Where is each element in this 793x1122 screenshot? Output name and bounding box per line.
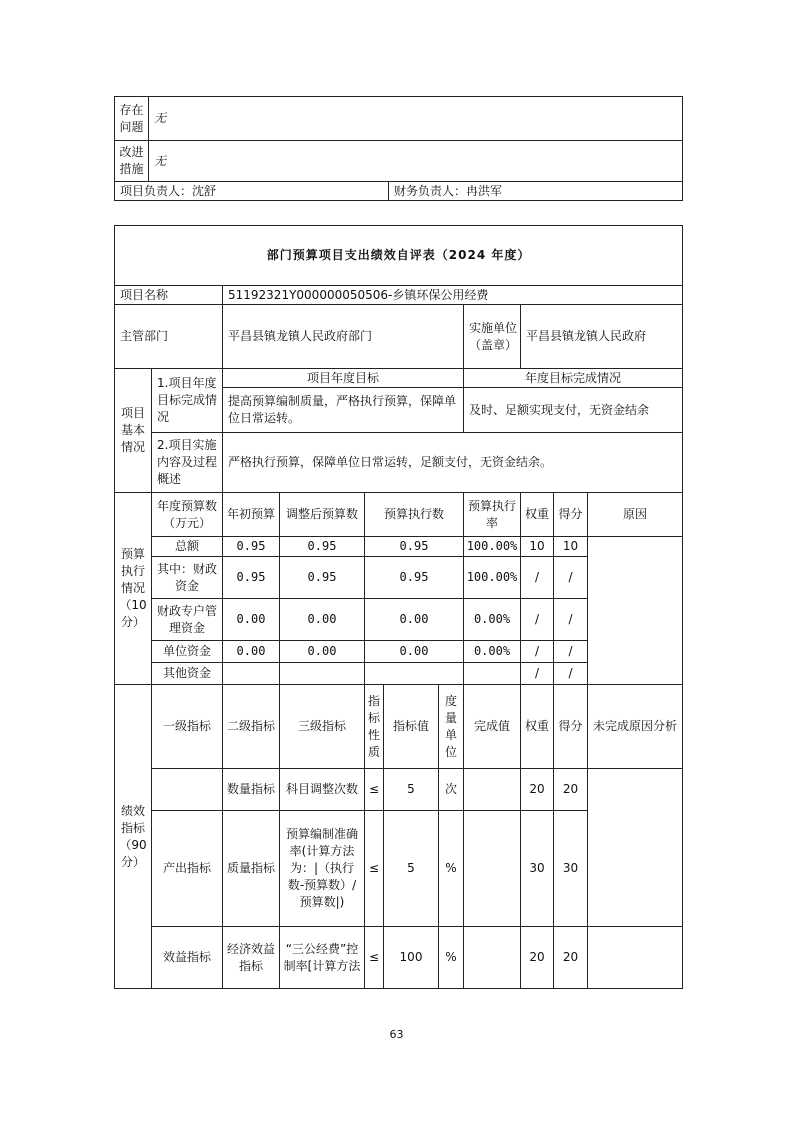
budget-row-score: / (554, 641, 588, 663)
budget-row-weight: / (521, 641, 554, 663)
budget-row-initial: 0.00 (223, 599, 280, 641)
finance-lead: 财务负责人：冉洪军 (389, 182, 683, 201)
budget-row-score: / (554, 557, 588, 599)
perf-header-reason: 未完成原因分析 (588, 685, 683, 769)
perf-row-level2: 数量指标 (223, 769, 280, 811)
perf-row-score: 20 (554, 927, 588, 989)
budget-row (115, 537, 683, 557)
budget-row-executed: 0.00 (365, 599, 464, 641)
budget-row-initial: 0.00 (223, 641, 280, 663)
budget-row-initial (223, 663, 280, 685)
dept-label: 主管部门 (115, 305, 223, 369)
perf-header-unit: 度量单位 (439, 685, 464, 769)
perf-row-nature: ≤ (365, 927, 384, 989)
perf-row-weight: 30 (521, 811, 554, 927)
budget-row-rate (464, 663, 521, 685)
goal-label: 1.项目年度目标完成情况 (152, 369, 223, 433)
perf-row-target: 100 (384, 927, 439, 989)
perf-header-score: 得分 (554, 685, 588, 769)
budget-row-executed (365, 663, 464, 685)
perf-reason-cell (588, 769, 683, 927)
perf-row-level2: 质量指标 (223, 811, 280, 927)
budget-row-executed: 0.95 (365, 537, 464, 557)
budget-row-rate: 100.00% (464, 537, 521, 557)
budget-row-weight: 10 (521, 537, 554, 557)
budget-row-rate: 0.00% (464, 599, 521, 641)
perf-row (115, 927, 683, 989)
budget-row-adjusted: 0.95 (280, 537, 365, 557)
summary-table (114, 96, 683, 201)
output-indicator-top (152, 769, 223, 811)
perf-row-nature: ≤ (365, 769, 384, 811)
budget-row-adjusted: 0.00 (280, 599, 365, 641)
goal-col-header: 项目年度目标 (223, 369, 464, 388)
perf-row-unit: % (439, 927, 464, 989)
perf-row-level3: “三公经费”控制率[计算方法 (280, 927, 365, 989)
budget-header-adjusted: 调整后预算数 (280, 493, 365, 537)
perf-row-unit: 次 (439, 769, 464, 811)
perf-header-level1: 一级指标 (152, 685, 223, 769)
budget-row-executed: 0.00 (365, 641, 464, 663)
page-number: 63 (389, 1028, 404, 1041)
budget-row-score: / (554, 599, 588, 641)
measures-value: 无 (149, 141, 683, 182)
basic-section-label: 项目基本情况 (115, 369, 152, 493)
evaluation-form (114, 225, 683, 989)
perf-section-label: 绩效指标（90分） (115, 685, 152, 989)
perf-header-target: 指标值 (384, 685, 439, 769)
perf-row-unit: % (439, 811, 464, 927)
project-name-value: 51192321Y000000050506-乡镇环保公用经费 (223, 286, 683, 305)
perf-row-actual (464, 769, 521, 811)
dept-value: 平昌县镇龙镇人民政府部门 (223, 305, 464, 369)
budget-header-initial: 年初预算 (223, 493, 280, 537)
perf-row-target: 5 (384, 769, 439, 811)
perf-row-score: 20 (554, 769, 588, 811)
form-title: 部门预算项目支出绩效自评表（2024 年度） (115, 226, 683, 286)
budget-header-executed: 预算执行数 (365, 493, 464, 537)
completion-col-header: 年度目标完成情况 (464, 369, 683, 388)
issues-value: 无 (149, 97, 683, 141)
completion-text: 及时、足额实现支付，无资金结余 (464, 388, 683, 433)
budget-row-initial: 0.95 (223, 557, 280, 599)
budget-header-reason: 原因 (588, 493, 683, 537)
perf-row-nature: ≤ (365, 811, 384, 927)
perf-row-target: 5 (384, 811, 439, 927)
impl-text: 严格执行预算，保障单位日常运转，足额支付，无资金结余。 (223, 433, 683, 493)
budget-row-score: / (554, 663, 588, 685)
perf-row-score: 30 (554, 811, 588, 927)
budget-row-adjusted (280, 663, 365, 685)
budget-reason-cell (588, 537, 683, 685)
budget-row-name: 财政专户管理资金 (152, 599, 223, 641)
budget-row-name: 其他资金 (152, 663, 223, 685)
budget-row-name: 其中：财政资金 (152, 557, 223, 599)
perf-row-weight: 20 (521, 769, 554, 811)
measures-label: 改进措施 (115, 141, 149, 182)
perf-row-level3: 科目调整次数 (280, 769, 365, 811)
budget-header-category: 年度预算数（万元） (152, 493, 223, 537)
perf-row-actual (464, 811, 521, 927)
budget-row-adjusted: 0.00 (280, 641, 365, 663)
budget-row-weight: / (521, 663, 554, 685)
impl-unit-value: 平昌县镇龙镇人民政府 (521, 305, 683, 369)
perf-row-level2: 经济效益指标 (223, 927, 280, 989)
goal-text: 提高预算编制质量，严格执行预算，保障单位日常运转。 (223, 388, 464, 433)
budget-row-rate: 0.00% (464, 641, 521, 663)
budget-row-executed: 0.95 (365, 557, 464, 599)
budget-header-score: 得分 (554, 493, 588, 537)
budget-row-name: 单位资金 (152, 641, 223, 663)
budget-row-weight: / (521, 599, 554, 641)
issues-label: 存在问题 (115, 97, 149, 141)
perf-header-nature: 指标性质 (365, 685, 384, 769)
perf-row-actual (464, 927, 521, 989)
perf-header-level3: 三级指标 (280, 685, 365, 769)
impl-unit-label: 实施单位（盖章） (464, 305, 521, 369)
perf-header-level2: 二级指标 (223, 685, 280, 769)
budget-row-adjusted: 0.95 (280, 557, 365, 599)
budget-row-name: 总额 (152, 537, 223, 557)
perf-row-weight: 20 (521, 927, 554, 989)
output-indicator-label: 产出指标 (152, 811, 223, 927)
budget-row-rate: 100.00% (464, 557, 521, 599)
perf-reason-cell (588, 927, 683, 989)
benefit-indicator-label: 效益指标 (152, 927, 223, 989)
budget-section-label: 预算执行情况（10分） (115, 493, 152, 685)
budget-header-weight: 权重 (521, 493, 554, 537)
perf-header-weight: 权重 (521, 685, 554, 769)
perf-header-actual: 完成值 (464, 685, 521, 769)
budget-row-weight: / (521, 557, 554, 599)
perf-row (115, 769, 683, 811)
project-lead: 项目负责人：沈舒 (115, 182, 389, 201)
perf-row-level3: 预算编制准确率(计算方法为：|（执行数-预算数）/预算数|) (280, 811, 365, 927)
project-name-label: 项目名称 (115, 286, 223, 305)
budget-header-rate: 预算执行率 (464, 493, 521, 537)
budget-row-initial: 0.95 (223, 537, 280, 557)
budget-row-score: 10 (554, 537, 588, 557)
impl-label: 2.项目实施内容及过程概述 (152, 433, 223, 493)
